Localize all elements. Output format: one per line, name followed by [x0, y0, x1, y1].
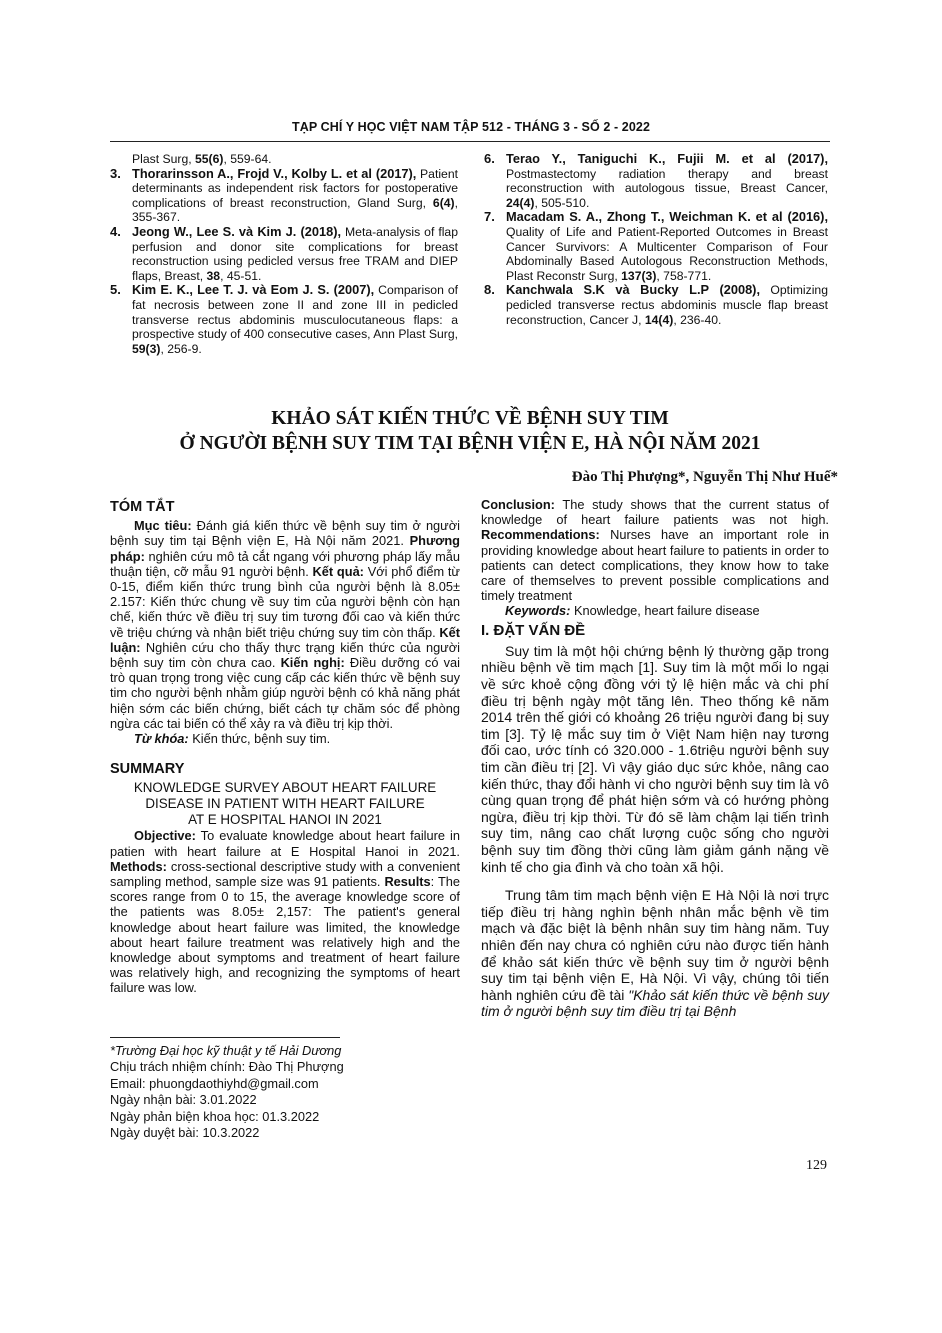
date-approved: Ngày duyệt bài: 10.3.2022: [110, 1125, 260, 1141]
reference-item: [110, 283, 458, 356]
results-label: Results: [384, 874, 431, 890]
methods-text: nghiên cứu mô tả cắt ngang với phương pháp lấy mẫu thuận tiện, cỡ mẫu 91 người bệnh.: [110, 548, 460, 579]
conclusion-label: Kết luận:: [110, 624, 460, 655]
date-received: Ngày nhận bài: 3.01.2022: [110, 1092, 257, 1108]
header-rule: [110, 141, 830, 142]
recommend-text: Nurses have an important role in providing knowledge about heart failure to patients in order to patients can detect complications, they know how to take care of themselves to prevent possible complications and timely treatment: [481, 527, 829, 604]
ref-authors: Macadam S. A., Zhong T., Weichman K. et al (2016),: [506, 209, 828, 225]
ref-authors: Kim E. K., Lee T. J. và Eom J. S. (2007),: [132, 282, 375, 298]
recommend-text: Điều dưỡng có vai trò quan trọng trong việc cung cấp các kiến thức về bệnh suy tim cho người bệnh nhằm giúp người bệnh có khả năng phát hiện sớm các biến chứng, biết cách tự chăm sóc để phòng ngừa các tai biến có thể xảy ra và điều trị kịp thời.: [110, 655, 460, 731]
conclusion-text: Nghiên cứu cho thấy thực trạng kiến thức của người bệnh suy tim còn chưa cao.: [110, 639, 460, 671]
keywords-label: Keywords:: [505, 603, 571, 619]
ref-number: 7.: [484, 209, 495, 225]
ref-volume: 24(4): [506, 195, 535, 210]
ref-text: Comparison of fat necrosis between zone II and zone III in pedicled transverse rectus abdominis musculocutaneous flaps: a prospective study of 400 consecutive cases, Ann Plast Surg,: [132, 283, 459, 342]
reference-continuation: [110, 152, 458, 167]
summary-body-part-2: [481, 497, 829, 603]
references-left-column: [110, 152, 458, 356]
responsible-author: Chịu trách nhiệm chính: Đào Thị Phượng: [110, 1059, 344, 1075]
recommend-label: Recommendations:: [481, 527, 600, 543]
footnotes: [110, 1043, 450, 1141]
ref-volume: 137(3): [621, 268, 657, 283]
ref-authors: Terao Y., Taniguchi K., Fujii M. et al (2017),: [506, 151, 828, 166]
results-text: : The scores range from 0 to 15, the average knowledge score of the patients was 8.05± 2,157: The patient's general knowledge about heart failure was limited, the knowledge about heart failure treatment was relatively high and the knowledge about symptoms and treatment of heart failure was relatively high, and recognizing the symptoms of heart failure was low.: [110, 874, 460, 996]
summary-title-line-3: AT E HOSPITAL HANOI IN 2021: [188, 812, 382, 828]
ref-number: 4.: [110, 223, 121, 239]
summary-body-part-1: [110, 828, 460, 995]
reference-item: [484, 152, 828, 210]
abstract-vi-keywords: [110, 731, 460, 746]
reference-item: [484, 283, 828, 327]
keywords-text: Kiến thức, bệnh suy tim.: [188, 731, 331, 747]
objective-label: Objective:: [134, 828, 196, 844]
ref-pages: , 256-9.: [160, 341, 202, 356]
ref-pages: , 505-510.: [534, 195, 590, 210]
date-reviewed: Ngày phản biện khoa học: 01.3.2022: [110, 1108, 320, 1124]
conclusion-label: Conclusion:: [481, 497, 555, 512]
objective-text: Đánh giá kiến thức về bệnh suy tim ở người bệnh suy tim tại Bệnh viện E, Hà Nội năm 2021.: [110, 518, 460, 549]
article-title-line-2: Ở NGƯỜI BỆNH SUY TIM TẠI BỆNH VIỆN E, HÀ NỘI NĂM 2021: [179, 433, 761, 454]
references-right-column: [484, 152, 828, 327]
introduction-paragraph-1: Suy tim là một hội chứng bệnh lý thường gặp trong nhiều bệnh về tim mạch [1]. Suy tim là một mối lo ngại về sức khoẻ cộng đồng với tỷ lệ hiện mắc và chi phí điều trị bệnh ngày một tăng lên. Theo thống kê năm 2014 trên thế giới có khoảng 26 triệu người đang bị suy tim [3]. Tỷ lệ mắc suy tim ở Việt Nam hiện nay tương đối cao, ước tính có 320.000 - 1.6triệu người bệnh suy tim cần điều trị [2]. Vì vậy giáo dục sức khỏe, nâng cao kiến thức, thay đổi hành vi cho người bệnh suy tim là vô cùng quan trọng để phát hiện sớm và có hướng phòng ngừa, điều trị kịp thời. Từ đó sẽ làm chậm lại tiến trình suy tim, nâng cao chất lượng cuộc sống cho người bệnh suy tim đồng thời cũng làm giảm gánh nặng về kinh tế cho gia đình và cho toàn xã hội.: [481, 642, 829, 875]
email: Email: phuongdaothiyhd@gmail.com: [110, 1075, 319, 1091]
ref-pages: , 45-51.: [220, 268, 262, 283]
ref-text: Optimizing pedicled transverse rectus abdominis muscle flap breast reconstruction, Cancer J,: [506, 283, 828, 327]
study-title-italic: "Khảo sát kiến thức về bệnh suy tim ở người bệnh suy tim điều trị tại Bệnh: [481, 986, 829, 1020]
summary-heading: SUMMARY: [110, 761, 185, 778]
keywords-label: Từ khóa:: [134, 731, 189, 747]
objective-label: Mục tiêu:: [134, 518, 192, 534]
introduction-paragraph-2: [481, 887, 829, 1020]
ref-text: Plast Surg,: [132, 152, 195, 166]
article-authors: Đào Thị Phượng*, Nguyễn Thị Như Huế*: [571, 469, 838, 485]
methods-label: Methods:: [110, 858, 167, 874]
article-title-line-1: KHẢO SÁT KIẾN THỨC VỀ BỆNH SUY TIM: [271, 408, 669, 429]
ref-text: Meta-analysis of flap perfusion and donor site complications for breast reconstruction using pedicled versus free TRAM and DIEP flaps, Breast,: [132, 224, 458, 283]
conclusion-text: The study shows that the current status of knowledge of heart failure patients was not high.: [481, 497, 829, 528]
reference-item: [110, 225, 458, 283]
affiliation: *Trường Đại học kỹ thuật y tế Hải Dương: [110, 1043, 342, 1058]
ref-authors: Thorarinsson A., Frojd V., Kolby L. et al (2017),: [132, 165, 417, 181]
ref-authors: Kanchwala S.K và Bucky L.P (2008),: [506, 282, 760, 298]
ref-volume: 38: [206, 268, 221, 283]
ref-volume: 55(6): [195, 152, 224, 166]
ref-pages: , 559-64.: [223, 152, 272, 166]
ref-text: Quality of Life and Patient-Reported Outcomes in Breast Cancer Survivors: A Multicenter Comparison of Four Abdominally Based Autologous Reconstruction Methods, Plast Reconstr Surg,: [506, 224, 828, 283]
ref-number: 6.: [484, 151, 495, 166]
right-column: [481, 497, 829, 1020]
reference-item: [484, 210, 828, 283]
summary-title-line-2: DISEASE IN PATIENT WITH HEART FAILURE: [145, 796, 425, 812]
journal-header: TẠP CHÍ Y HỌC VIỆT NAM TẬP 512 - THÁNG 3 - SỐ 2 - 2022: [291, 120, 651, 134]
page-number: 129: [806, 1158, 827, 1173]
results-text: Với phổ điểm từ 0-15, điểm kiến thức trung bình của người bệnh là 8.05± 2.157: Kiến thức chung về suy tim của người bệnh còn hạn chế, kiến thức về điều trị suy tim tương đối cao và kiến thức về triệu chứng và nhận biết triệu chứng suy tim còn thấp.: [110, 563, 460, 640]
reference-item: [110, 167, 458, 225]
ref-number: 3.: [110, 165, 121, 181]
ref-pages: , 355-367.: [132, 195, 458, 225]
ref-volume: 14(4): [644, 312, 674, 327]
ref-text: Postmastectomy radiation therapy and breast reconstruction with autologous tissue, Breast Cancer,: [506, 166, 828, 196]
paragraph-text: Trung tâm tim mạch bệnh viện E Hà Nội là nơi trực tiếp điều trị hàng nghìn bệnh nhân mắc bệnh về tim mạch và đặc biệt là bệnh nhân suy tim hàng năm. Tuy nhiên đến nay chưa có nghiên cứu nào được tiến hành để khảo sát kiến thức về bệnh suy tim ở người bệnh suy tim tại bệnh viện E, Hà Nội. Vì vậy, chúng tôi tiến hành nghiên cứu đề tài: [481, 887, 829, 1003]
ref-text: Patient determinants as independent risk factors for postoperative complications of breast reconstruction, Gland Surg,: [132, 166, 458, 210]
footnote-rule: [110, 1037, 340, 1038]
summary-title-line-1: KNOWLEDGE SURVEY ABOUT HEART FAILURE: [133, 780, 437, 796]
ref-volume: 6(4): [432, 195, 455, 210]
summary-keywords: [481, 603, 829, 618]
results-label: Kết quả:: [312, 563, 364, 579]
abstract-heading: TÓM TẮT: [110, 499, 175, 515]
methods-label: Phương pháp:: [110, 533, 460, 564]
recommend-label: Kiến nghị:: [280, 655, 345, 671]
ref-pages: , 236-40.: [673, 312, 722, 327]
keywords-text: Knowledge, heart failure disease: [570, 603, 760, 619]
ref-number: 8.: [484, 282, 495, 298]
ref-volume: 59(3): [132, 341, 161, 356]
objective-text: To evaluate knowledge about heart failure in patien with heart failure at E Hospital Hanoi in 2021.: [110, 828, 460, 859]
ref-pages: , 758-771.: [656, 268, 712, 283]
introduction-heading: I. ĐẶT VẤN ĐỀ: [481, 621, 586, 639]
left-column: [110, 500, 460, 996]
abstract-vi-body: [110, 518, 460, 731]
ref-number: 5.: [110, 282, 121, 298]
ref-authors: Jeong W., Lee S. và Kim J. (2018),: [132, 223, 342, 239]
methods-text: cross-sectional descriptive study with a convenient sampling method, sample size was 91 patients.: [110, 858, 460, 890]
